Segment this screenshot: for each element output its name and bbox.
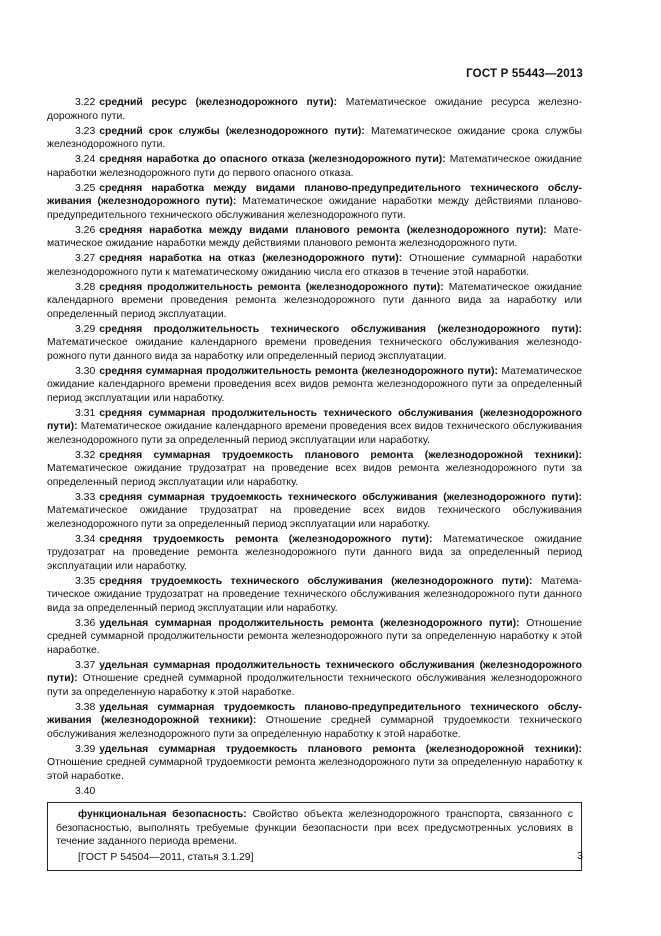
term-name: средняя суммарная трудоемкость технического обслуживания (железнодорожного пути): xyxy=(99,491,582,503)
term-number: 3.31 xyxy=(75,407,96,419)
term-number: 3.28 xyxy=(75,281,96,293)
term-number: 3.34 xyxy=(75,533,96,545)
term-definition: Отношение средней суммарной трудоемкости ремонта железнодорожного пути за определенную наработку к этой наработке. xyxy=(47,757,582,782)
term-number: 3.26 xyxy=(75,224,96,236)
term-entry xyxy=(47,96,582,123)
term-definition: Математическое ожидание наработки между действиями планово-предупредительного технического обслуживания железнодорожного пути. xyxy=(47,196,582,221)
term-name: средняя продолжительность ремонта (железнодорожного пути): xyxy=(99,281,444,293)
term-entry xyxy=(47,407,582,448)
term-entry xyxy=(47,252,582,279)
term-name: средняя наработка между видами планового ремонта (железнодорожного пути): xyxy=(99,224,547,236)
term-definition: Отношение суммарной наработки железнодорожного пути к математическому ожиданию числа его отказов в течение этой наработки. xyxy=(47,253,583,278)
term-definition: Математическое ожидание календарного времени проведения всех видов ремонта железнодорожного пути за определенный период эксплуатации или наработку. xyxy=(47,365,582,404)
term-number: 3.36 xyxy=(75,617,96,629)
term-number: 3.23 xyxy=(75,125,96,137)
term-definition: Математическое ожидание календарного времени проведения всех видов технического обслуживания железнодорожного пути за определенный период эксплуатации или наработку. xyxy=(47,421,582,446)
term-name: средняя суммарная продолжительность ремонта (железнодорожного пути): xyxy=(99,365,498,377)
term-number: 3.33 xyxy=(75,491,96,503)
page-number: 3 xyxy=(577,850,583,862)
term-definition: Математическое ожидание срока службы железнодорожного пути. xyxy=(47,125,583,150)
term-number: 3.39 xyxy=(75,743,96,755)
term-name: удельная суммарная трудоемкость планового ремонта (железнодорожной техники): xyxy=(99,743,582,755)
term-number: 3.38 xyxy=(75,701,96,713)
term-definition: Математическое ожидание ресурса железнодорожного пути. xyxy=(47,97,582,122)
term-definition: Математическое ожидание календарного времени проведения технического обслуживания железнодорожного пути данного вида за наработку или определенный период эксплуатации. xyxy=(47,337,582,362)
term-name: средняя суммарная продолжительность технического обслуживания (железнодорожного пути): xyxy=(47,407,582,432)
term-number: 3.30 xyxy=(75,365,96,377)
term-entry xyxy=(47,281,582,322)
term-definition: Математическое ожидание трудозатрат на проведение всех видов ремонта железнодорожного пути за определенный период эксплуатации или наработку. xyxy=(47,463,582,488)
term-number: 3.35 xyxy=(75,575,96,587)
term-definition: Математическое ожидание наработки между действиями планового ремонта железнодорожного пути. xyxy=(47,224,582,249)
term-number: 3.29 xyxy=(75,323,96,335)
term-name: средний ресурс (железнодорожного пути): xyxy=(99,97,338,108)
term-entry xyxy=(47,533,582,574)
document-body xyxy=(47,96,582,871)
term-entry xyxy=(47,701,582,742)
term-name: удельная суммарная продолжительность технического обслуживания (железнодорожного пути): xyxy=(47,659,582,684)
term-entry xyxy=(47,224,582,251)
term-definition: Отношение средней суммарной продолжительности технического обслуживания железнодорожного пути за определенную наработку к этой наработке. xyxy=(47,673,582,698)
term-definition: Математическое ожидание календарного времени проведения ремонта железнодорожного пути данного вида за наработку или определенный период эксплуатации. xyxy=(47,281,583,320)
term-name: средняя трудоемкость ремонта (железнодорожного пути): xyxy=(99,533,433,545)
term-entry xyxy=(47,365,582,406)
term-definition: Математическое ожидание трудозатрат на проведение ремонта железнодорожного пути данного вида за определенный период эксплуатации или наработку. xyxy=(47,533,583,572)
term-number: 3.40 xyxy=(75,785,96,797)
term-entry xyxy=(47,575,582,616)
term-number: 3.37 xyxy=(75,659,96,671)
quoted-definition-box xyxy=(47,802,582,871)
term-entry xyxy=(47,323,582,364)
term-entry xyxy=(47,125,582,152)
document-header-id: ГОСТ Р 55443—2013 xyxy=(466,68,583,80)
term-definition: Отношение средней суммарной трудоемкости технического обслуживания железнодорожного пути за определенную наработку к этой наработке. xyxy=(47,715,582,740)
term-entry xyxy=(47,491,582,532)
term-entry xyxy=(47,617,582,658)
term-name: средний срок службы (железнодорожного пути): xyxy=(99,125,365,137)
term-name: средняя наработка на отказ (железнодорожного пути): xyxy=(99,253,403,264)
term-definition: Математическое ожидание трудозатрат на проведение технического обслуживания железнодорожного пути данного вида за определенный период эксплуатации или наработку. xyxy=(47,575,583,614)
term-name: средняя наработка до опасного отказа (железнодорожного пути): xyxy=(99,154,446,165)
terms-list xyxy=(47,96,582,783)
term-number: 3.27 xyxy=(75,253,96,264)
term-definition: Математическое ожидание трудозатрат на проведение всех видов технического обслуживания железнодорожного пути за определенный период эксплуатации или наработку. xyxy=(47,505,582,530)
term-name: средняя трудоемкость технического обслуживания (железнодорожного пути): xyxy=(99,575,533,587)
term-name: удельная суммарная трудоемкость планово-предупредительного технического обслуживания (железнодорожной техники): xyxy=(47,701,582,726)
standard-reference: [ГОСТ Р 54504—2011, статья 3.1.29] xyxy=(78,851,254,863)
term-number: 3.22 xyxy=(75,97,96,108)
term-name: удельная суммарная продолжительность ремонта (железнодорожного пути): xyxy=(99,617,520,629)
term-entry xyxy=(47,659,582,700)
term-definition: Свойство объекта железнодорожного транспорта, связанного с безопасностью, выполнять требуемые функции безопасности при всех предусмотренных условиях в течение заданного периода времени. xyxy=(56,809,574,847)
term-number: 3.25 xyxy=(75,182,96,194)
term-number: 3.32 xyxy=(75,449,96,461)
term-name: средняя суммарная трудоемкость планового ремонта (железнодорожной техники): xyxy=(99,449,582,461)
term-entry xyxy=(47,182,582,223)
quoted-definition xyxy=(56,808,573,849)
term-definition: Отношение средней суммарной продолжительности ремонта железнодорожного пути за определенную наработку к этой наработке. xyxy=(47,617,582,656)
term-entry xyxy=(47,449,582,490)
term-name: функциональная безопасность: xyxy=(78,809,247,820)
term-number: 3.24 xyxy=(75,154,96,165)
term-name: средняя продолжительность технического обслуживания (железнодорожного пути): xyxy=(99,323,582,335)
term-name: средняя наработка между видами планово-предупредительного технического обслуживания (железнодорожного пути): xyxy=(47,182,582,207)
term-entry xyxy=(47,743,582,784)
term-entry xyxy=(47,153,582,180)
term-definition: Математическое ожидание наработки железнодорожного пути до первого опасного отказа. xyxy=(47,154,582,179)
